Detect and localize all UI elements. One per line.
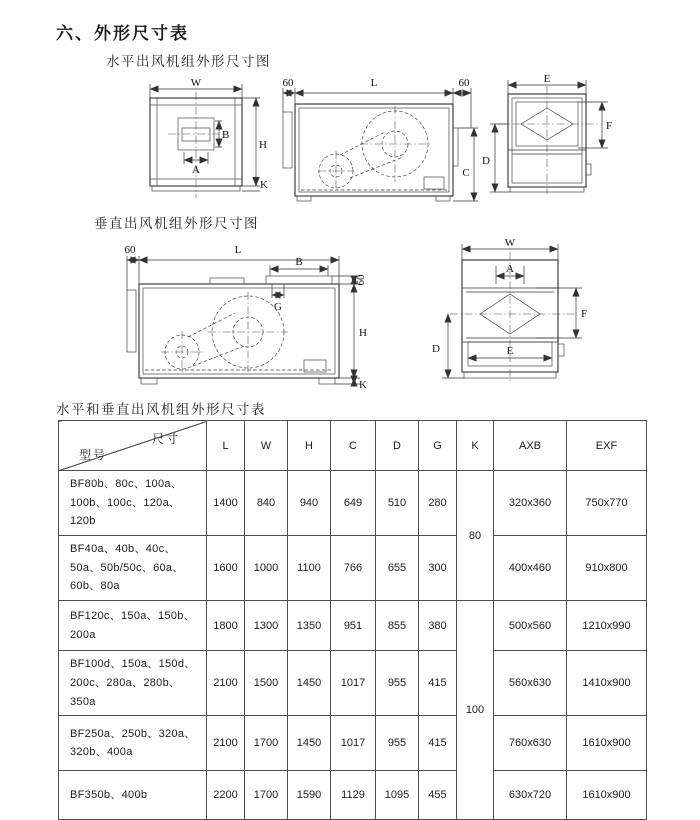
- cell-exf: 1210x990: [567, 601, 647, 651]
- cell-axb: 760x630: [494, 716, 567, 771]
- cell-l: 1400: [207, 471, 245, 536]
- cell-h: 1450: [288, 716, 331, 771]
- cell-exf: 1410x900: [567, 651, 647, 716]
- cell-l: 1600: [207, 536, 245, 601]
- cell-exf: 910x800: [567, 536, 647, 601]
- horizontal-end-view-drawing: [478, 72, 628, 214]
- cell-h: 940: [288, 471, 331, 536]
- cell-h: 1100: [288, 536, 331, 601]
- cell-d: 1095: [376, 771, 419, 820]
- dim-label-w: W: [190, 77, 202, 89]
- cell-g: 380: [419, 601, 457, 651]
- corner-header-cell: [59, 421, 207, 471]
- cell-model: BF80b、80c、100a、100b、100c、120a、120b: [59, 471, 207, 536]
- cell-w: 1500: [245, 651, 288, 716]
- cell-c: 1017: [331, 716, 376, 771]
- cell-g: 415: [419, 716, 457, 771]
- cell-c: 951: [331, 601, 376, 651]
- dimensions-table: [58, 420, 647, 820]
- col-header-g: G: [419, 421, 457, 471]
- cell-model: BF40a、40b、40c、50a、50b/50c、60a、60b、80a: [59, 536, 207, 601]
- dim-label-b: B: [295, 256, 303, 268]
- cell-g: 280: [419, 471, 457, 536]
- dim-label-w: W: [504, 237, 516, 249]
- cell-h: 1450: [288, 651, 331, 716]
- cell-exf: 1610x900: [567, 771, 647, 820]
- col-header-l: L: [207, 421, 245, 471]
- top-outlet-flange: [266, 276, 332, 284]
- cell-axb: 320x360: [494, 471, 567, 536]
- table-row: [59, 651, 647, 716]
- corner-label-model: 型号: [79, 448, 108, 462]
- dim-label-g: G: [274, 301, 282, 313]
- cell-w: 1000: [245, 536, 288, 601]
- vertical-side-view-drawing: [98, 236, 398, 396]
- cell-w: 840: [245, 471, 288, 536]
- cell-h: 1590: [288, 771, 331, 820]
- cell-axb: 560x630: [494, 651, 567, 716]
- cell-g: 415: [419, 651, 457, 716]
- dim-label-a: A: [192, 164, 200, 176]
- dim-label-f: F: [581, 308, 588, 320]
- cell-model: BF350b、400b: [59, 771, 207, 820]
- horizontal-front-view-drawing: [138, 76, 268, 210]
- cell-exf: 1610x900: [567, 716, 647, 771]
- cell-axb: 500x560: [494, 601, 567, 651]
- vertical-section-subtitle: 垂直出风机组外形尺寸图: [94, 216, 259, 231]
- cell-w: 1700: [245, 771, 288, 820]
- col-header-exf: EXF: [567, 421, 647, 471]
- horizontal-side-view-drawing: [278, 76, 483, 216]
- cell-k-merged: 100: [457, 601, 494, 820]
- cell-k-merged: 80: [457, 471, 494, 601]
- cell-l: 2200: [207, 771, 245, 820]
- horizontal-section-subtitle: 水平出风机组外形尺寸图: [106, 54, 271, 69]
- dim-label-d: D: [432, 343, 440, 355]
- table-row: [59, 601, 647, 651]
- cell-d: 655: [376, 536, 419, 601]
- cell-l: 1800: [207, 601, 245, 651]
- cell-axb: 400x460: [494, 536, 567, 601]
- cell-w: 1700: [245, 716, 288, 771]
- vertical-end-view-drawing: [424, 234, 619, 394]
- dim-label-k: K: [359, 379, 367, 391]
- cell-l: 2100: [207, 716, 245, 771]
- dim-label-60-vertical: 60: [355, 274, 367, 286]
- dim-label-h: H: [359, 327, 367, 339]
- inlet-flange-hatch: [283, 112, 292, 168]
- table-title: 水平和垂直出风机组外形尺寸表: [56, 402, 266, 417]
- cell-g: 300: [419, 536, 457, 601]
- dim-label-h: H: [259, 139, 267, 151]
- col-header-h: H: [288, 421, 331, 471]
- cell-h: 1350: [288, 601, 331, 651]
- cell-d: 955: [376, 651, 419, 716]
- cell-c: 1017: [331, 651, 376, 716]
- dim-label-f: F: [606, 120, 613, 132]
- dim-label-k: K: [260, 179, 268, 191]
- header-row: [59, 421, 647, 471]
- dim-label-60-left: 60: [282, 77, 294, 89]
- inlet-flange-hatch: [127, 290, 136, 352]
- col-header-d: D: [376, 421, 419, 471]
- cell-axb: 630x720: [494, 771, 567, 820]
- dim-label-d: D: [482, 155, 490, 167]
- cell-g: 455: [419, 771, 457, 820]
- col-header-axb: AXB: [494, 421, 567, 471]
- cell-d: 955: [376, 716, 419, 771]
- cell-exf: 750x770: [567, 471, 647, 536]
- table-row: [59, 716, 647, 771]
- dim-label-l: L: [234, 244, 242, 256]
- col-header-w: W: [245, 421, 288, 471]
- cell-d: 510: [376, 471, 419, 536]
- table-row: [59, 471, 647, 536]
- dim-label-60-left: 60: [124, 244, 136, 256]
- col-header-c: C: [331, 421, 376, 471]
- cell-d: 855: [376, 601, 419, 651]
- dim-label-b: B: [222, 129, 230, 141]
- dim-label-c: C: [462, 167, 470, 179]
- cell-model: BF100d、150a、150d、200c、280a、280b、350a: [59, 651, 207, 716]
- cell-c: 649: [331, 471, 376, 536]
- dim-label-60-right: 60: [458, 77, 470, 89]
- dim-label-e: E: [506, 345, 514, 357]
- cell-c: 766: [331, 536, 376, 601]
- dim-label-l: L: [370, 77, 378, 89]
- dim-label-a: A: [506, 263, 514, 275]
- dim-label-e: E: [543, 73, 551, 85]
- cell-w: 1300: [245, 601, 288, 651]
- cell-model: BF120c、150a、150b、200a: [59, 601, 207, 651]
- table-row: [59, 536, 647, 601]
- table-row: [59, 771, 647, 820]
- cell-model: BF250a、250b、320a、320b、400a: [59, 716, 207, 771]
- col-header-k: K: [457, 421, 494, 471]
- cell-c: 1129: [331, 771, 376, 820]
- terminal-box: [424, 177, 444, 189]
- cell-l: 2100: [207, 651, 245, 716]
- corner-label-size: 尺寸: [151, 432, 180, 446]
- page-title: 六、外形尺寸表: [56, 24, 189, 44]
